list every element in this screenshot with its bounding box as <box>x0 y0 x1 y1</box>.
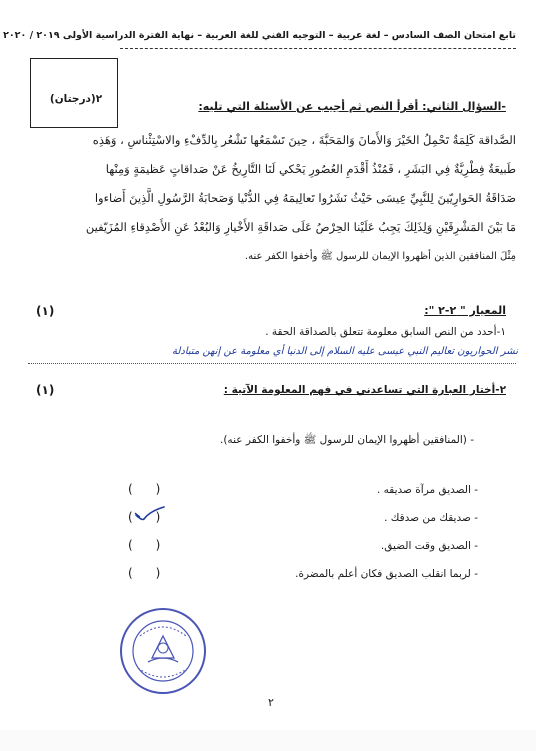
passage-line: مِثْلَ المنافقين الذين أظهروا الإيمان للرسول ﷺ وأخفوا الكفر عنه. <box>244 251 516 262</box>
passage-line: الصَّداقة كَلِمَةٌ تَحْمِلُ الخَيْرَ وَالأَمانَ وَالمَحَبَّةَ ، حِينَ تَسْمَعُها تَشْعُر بِالدِّفْءِ والاسْتِئْناسِ ، وَهَذِه <box>92 133 516 147</box>
option-1: - الصديق مرآة صديقه . <box>376 484 478 496</box>
option-4-mark: ( ) <box>128 566 161 580</box>
option-4: - لربما انقلب الصديق فكان أعلم بالمضرة. <box>295 568 478 580</box>
option-2-mark: ( ) <box>128 510 161 524</box>
page-number: ٢ <box>268 696 274 709</box>
handwritten-check-icon <box>132 503 168 525</box>
option-3: - الصديق وقت الضيق. <box>380 540 478 552</box>
reading-passage <box>28 126 516 271</box>
handwritten-answer: نشر الحواريون تعاليم النبي عيسى عليه السلام إلى الدنيا أي معلومة عن إنهن متبادلة <box>172 346 518 357</box>
criterion-label: المعيار " ٢-٢ ": <box>424 304 506 317</box>
header-divider <box>120 48 516 49</box>
passage-line: طَبيعَةٌ فِطْرِيَّةٌ فِي البَشَرِ ، فَمُنْذُ أَقْدَمِ العُصُورِ يَحْكي لَنَا التَّارِيخُ عَنْ صَداقاتٍ عَظيمَةٍ وَمِنْها <box>105 162 516 176</box>
criterion-score: (١) <box>36 304 55 318</box>
question-1: ١-أحدد من النص السابق معلومة تتعلق بالصداقة الحقة . <box>265 326 506 338</box>
option-3-mark: ( ) <box>128 538 161 552</box>
question-title: -السؤال الثاني: أقرأ النص ثم أجيب عن الأسئلة التي تليه: <box>198 100 506 113</box>
question-2: ٢-أختار العبارة التي تساعدني في فهم المعلومة الآتية : <box>223 384 506 396</box>
quoted-information: - (المنافقين أظهروا الإيمان للرسول ﷺ وأخفوا الكفر عنه). <box>220 434 474 446</box>
answer-line <box>28 363 516 364</box>
passage-line: مَا بَيْنَ المَشْرِقَيْنِ وَلِذَلِكَ يَجِبُ عَلَيْنا الحِرْصُ عَلَى صَداقَةِ الأَخْيارِ وَالبُعْدُ عَنِ الأَصْدِقاءِ المُزَيّفين <box>85 220 516 234</box>
option-1-mark: ( ) <box>128 482 161 496</box>
grade-label: ٢(درجتان) <box>49 93 103 105</box>
passage-line: صَدَاقَةُ الحَوارِيّينَ لِلنَّبِيِّ عِيسَى حَيْثُ نَشَرُوا تَعالِيمَهُ فِي الدُّنْيا وَصَحابَةُ الرَّسُولِ الَّذِينَ أَضاءوا <box>94 191 516 205</box>
option-2: - صديقك من صدقك . <box>384 512 478 524</box>
official-stamp-icon <box>118 606 208 696</box>
exam-header: تابع امتحان الصف السادس – لغة عربية – التوجيه الفني للغة العربية – نهاية الفترة الدراسية الأولى ٢٠١٩ / ٢٠٢٠ <box>3 30 516 41</box>
footer-bar <box>0 730 536 751</box>
question-2-score: (١) <box>36 383 55 397</box>
